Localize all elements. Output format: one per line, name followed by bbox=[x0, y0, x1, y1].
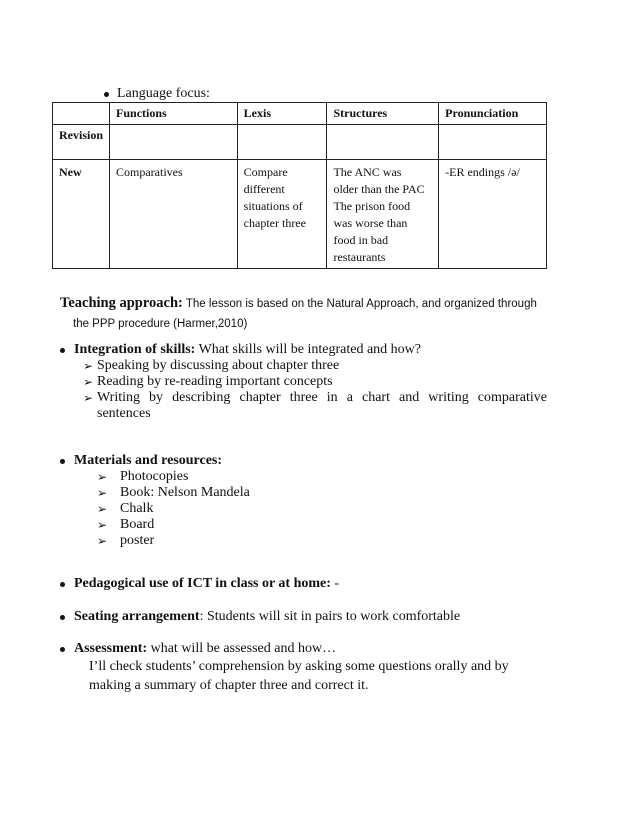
arrow-bullet-icon: ➢ bbox=[97, 534, 108, 548]
table-header-row bbox=[53, 103, 547, 125]
header-cell-pronunciation: Pronunciation bbox=[439, 103, 547, 125]
cell-functions: Comparatives bbox=[110, 160, 238, 269]
materials-label: Materials and resources: bbox=[74, 453, 223, 468]
seating-label: Seating arrangement bbox=[74, 609, 200, 624]
assessment-question: what will be assessed and how… bbox=[150, 641, 337, 656]
header-cell-lexis: Lexis bbox=[237, 103, 327, 125]
ict-label: Pedagogical use of ICT in class or at home: bbox=[74, 576, 331, 591]
list-item: ➢ Board bbox=[97, 517, 155, 532]
row-label-revision: Revision bbox=[53, 125, 110, 160]
arrow-bullet-icon: ➢ bbox=[97, 502, 108, 516]
arrow-bullet-icon: ➢ bbox=[83, 359, 94, 373]
cell-lexis: Compare different situations of chapter three bbox=[237, 160, 327, 269]
header-cell-empty bbox=[53, 103, 110, 125]
list-item: ➢ Speaking by discussing about chapter three bbox=[83, 358, 340, 373]
bullet-icon bbox=[60, 459, 65, 464]
bullet-icon bbox=[60, 615, 65, 620]
teaching-approach-text-cont: the PPP procedure (Harmer,2010) bbox=[73, 318, 248, 330]
list-item: ➢ Chalk bbox=[97, 501, 154, 516]
language-focus-heading bbox=[104, 86, 210, 102]
list-item: ➢ Photocopies bbox=[97, 469, 189, 484]
table-row-new bbox=[53, 160, 547, 269]
cell-lexis bbox=[237, 125, 327, 160]
arrow-bullet-icon: ➢ bbox=[97, 470, 108, 484]
bullet-icon bbox=[60, 348, 65, 353]
bullet-icon bbox=[60, 582, 65, 587]
assessment-text-line1: I’ll check students’ comprehension by asking some questions orally and by bbox=[89, 659, 509, 674]
teaching-approach-text: The lesson is based on the Natural Approach, and organized through bbox=[185, 298, 537, 310]
materials-section bbox=[60, 453, 560, 549]
arrow-bullet-icon: ➢ bbox=[83, 375, 94, 389]
table-row-revision bbox=[53, 125, 547, 160]
bullet-icon bbox=[60, 647, 65, 652]
cell-pronunciation: -ER endings /ə/ bbox=[439, 160, 547, 269]
row-label-new: New bbox=[53, 160, 110, 269]
ict-text: - bbox=[334, 576, 340, 591]
list-item: ➢ Writing by describing chapter three in a chart and writing comparative bbox=[83, 390, 547, 405]
list-item: ➢ Reading by re-reading important concepts bbox=[83, 374, 333, 389]
cell-functions bbox=[110, 125, 238, 160]
assessment-text-line2: making a summary of chapter three and correct it. bbox=[89, 678, 369, 693]
language-focus-title: Language focus: bbox=[117, 86, 210, 101]
seating-text: : Students will sit in pairs to work comfortable bbox=[199, 609, 461, 624]
teaching-approach-label: Teaching approach: bbox=[60, 295, 183, 311]
integration-question: What skills will be integrated and how? bbox=[198, 342, 421, 357]
arrow-bullet-icon: ➢ bbox=[83, 391, 94, 405]
list-item-continuation: sentences bbox=[97, 406, 151, 421]
cell-pronunciation bbox=[439, 125, 547, 160]
integration-label: Integration of skills: bbox=[74, 342, 196, 357]
language-focus-table bbox=[52, 102, 547, 269]
ict-section bbox=[60, 576, 560, 592]
list-item: ➢ Book: Nelson Mandela bbox=[97, 485, 250, 500]
cell-structures bbox=[327, 125, 439, 160]
bullet-icon bbox=[104, 92, 109, 97]
assessment-section bbox=[60, 641, 560, 695]
arrow-bullet-icon: ➢ bbox=[97, 518, 108, 532]
teaching-approach bbox=[60, 293, 580, 334]
cell-structures: The ANC was older than the PAC The prison food was worse than food in bad restaurants bbox=[327, 160, 439, 269]
header-cell-functions: Functions bbox=[110, 103, 238, 125]
integration-section bbox=[60, 342, 560, 422]
arrow-bullet-icon: ➢ bbox=[97, 486, 108, 500]
list-item: ➢ poster bbox=[97, 533, 155, 548]
assessment-label: Assessment: bbox=[74, 641, 148, 656]
header-cell-structures: Structures bbox=[327, 103, 439, 125]
seating-section bbox=[60, 609, 560, 625]
